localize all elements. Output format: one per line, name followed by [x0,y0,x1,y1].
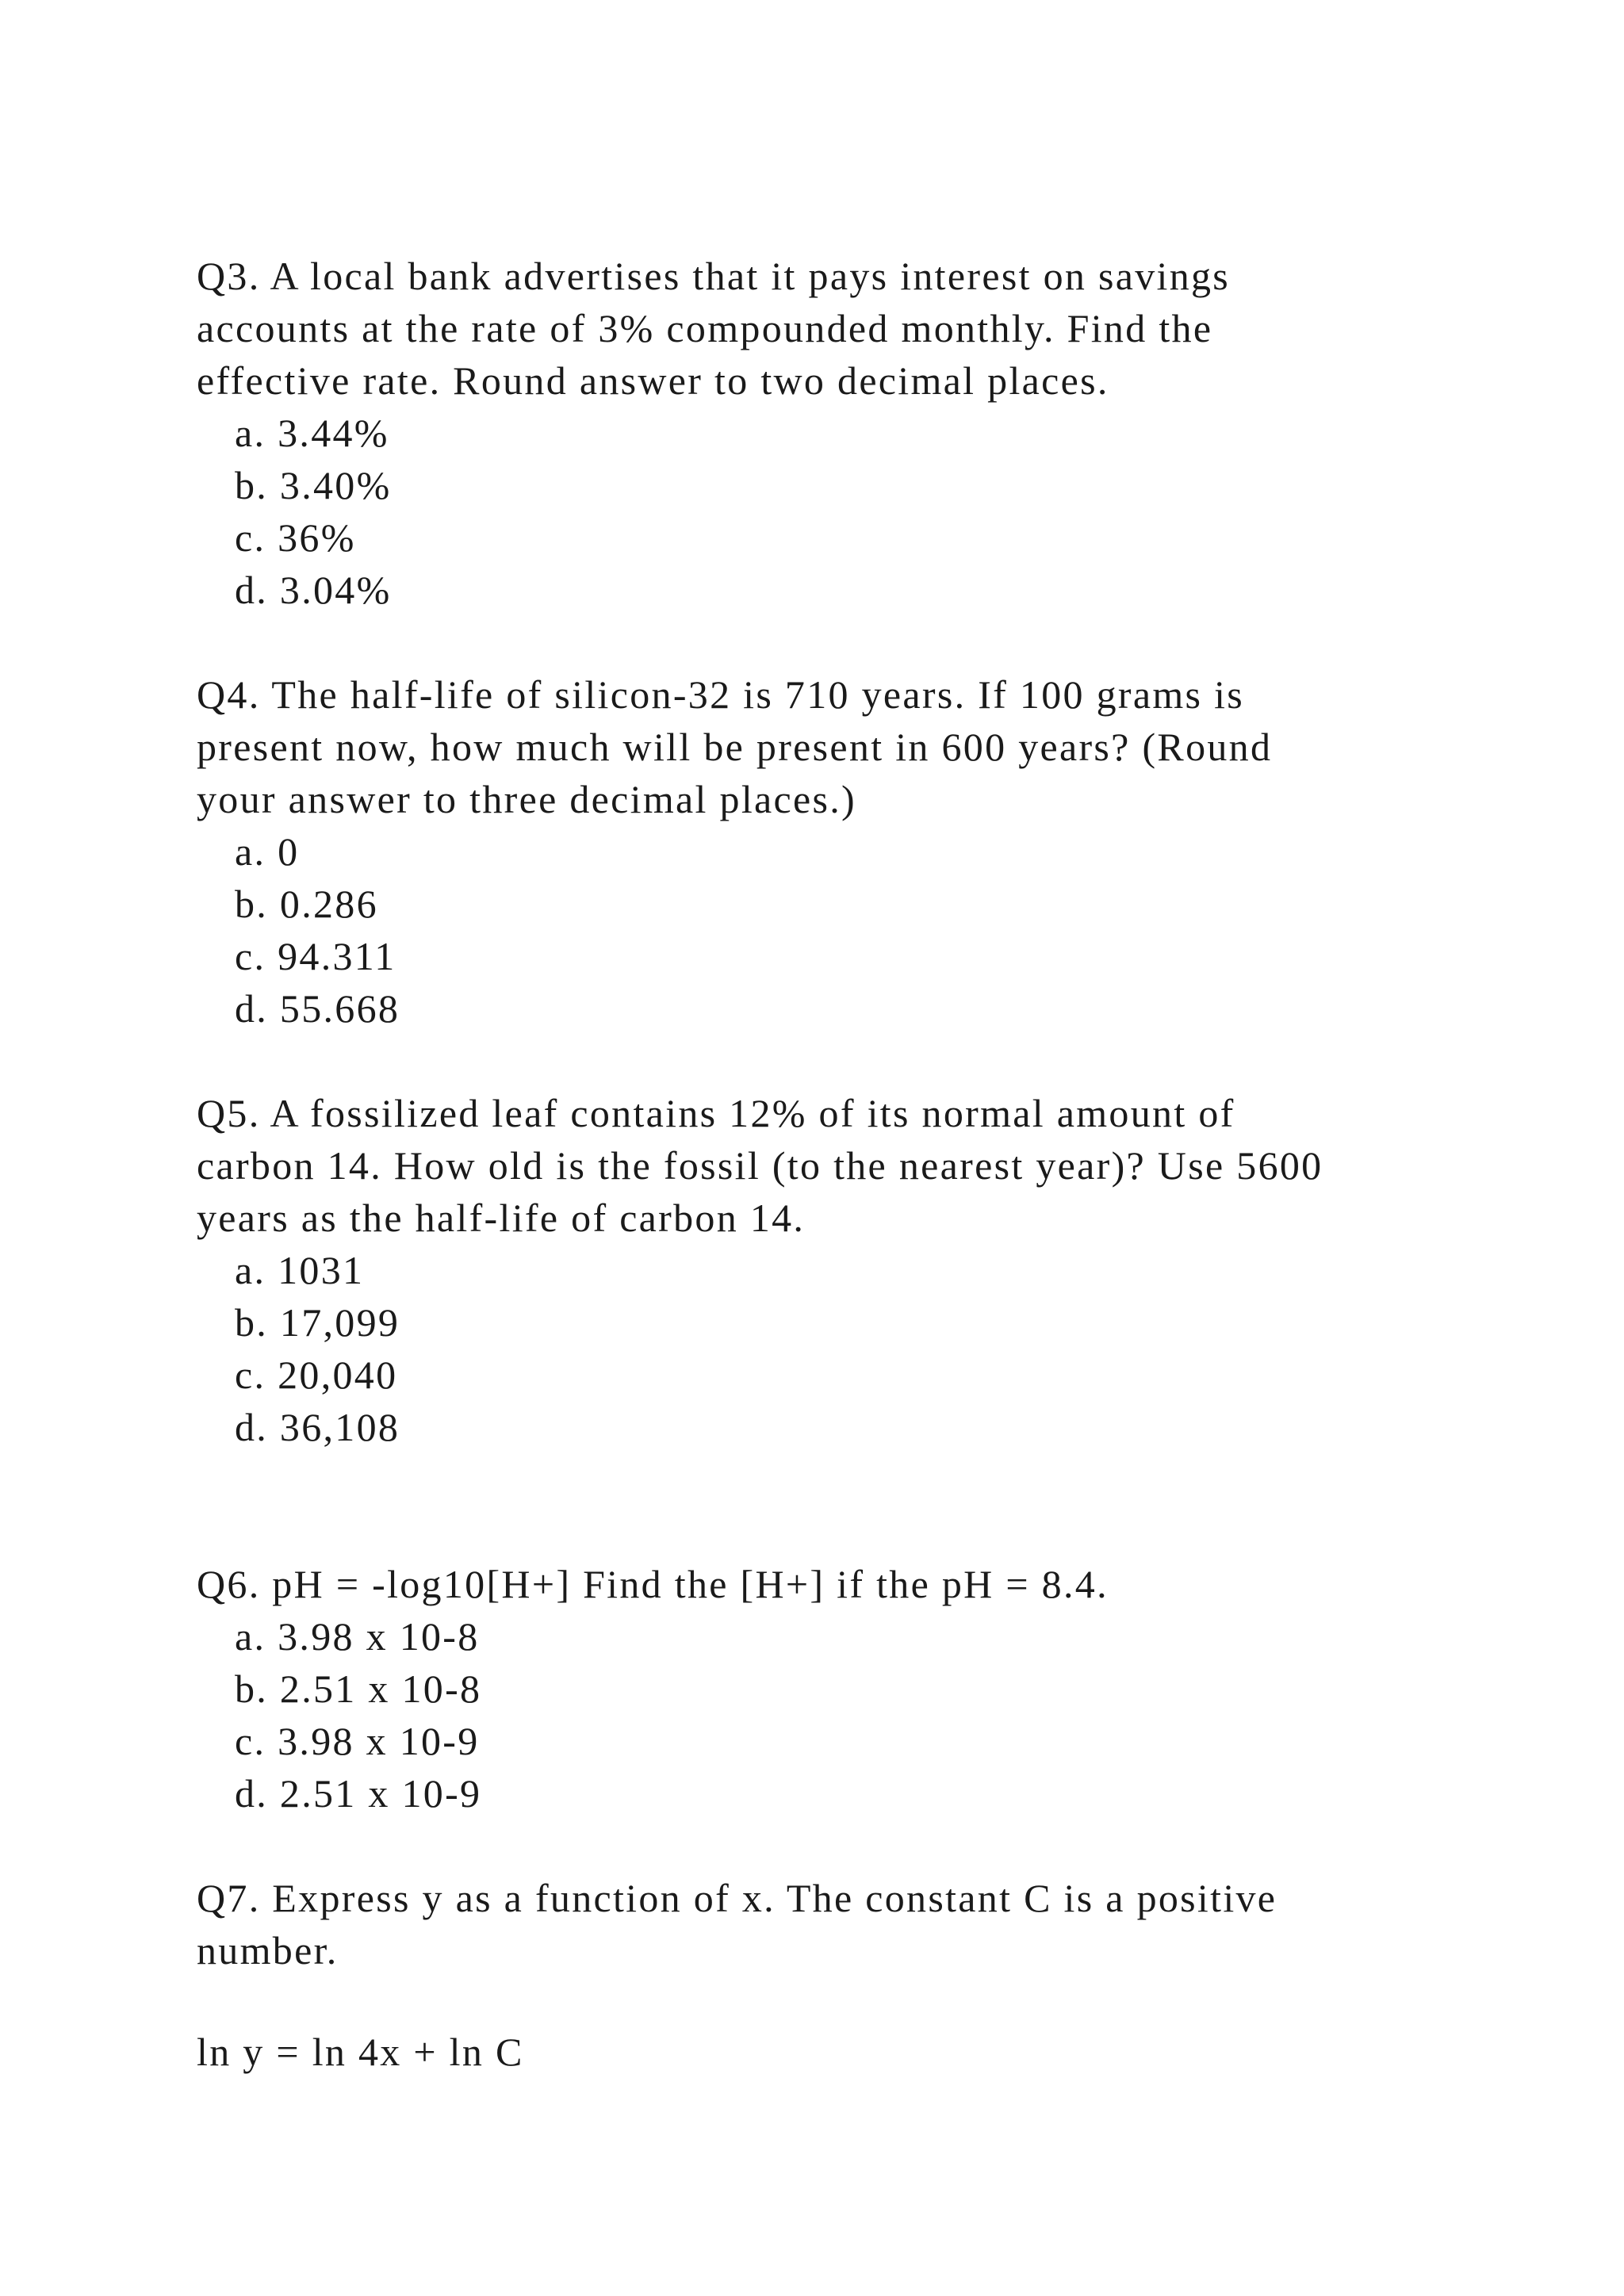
question-q5-line-1: Q5. A fossilized leaf contains 12% of its normal amount of [197,1091,1235,1135]
q6-option-c: c. 3.98 x 10-9 [235,1719,480,1763]
question-q4-line-1: Q4. The half-life of silicon-32 is 710 years. If 100 grams is [197,672,1245,717]
q6-option-b: b. 2.51 x 10-8 [235,1667,482,1711]
question-q3-line-3: effective rate. Round answer to two decimal places. [197,358,1109,403]
q4-option-a: a. 0 [235,829,300,874]
question-q4-line-2: present now, how much will be present in 600 years? (Round [197,725,1273,769]
q4-option-d: d. 55.668 [235,986,400,1031]
q4-option-c: c. 94.311 [235,934,396,978]
q5-option-d: d. 36,108 [235,1405,400,1449]
question-q7-line-1: Q7. Express y as a function of x. The constant C is a positive [197,1876,1277,1920]
q3-option-b: b. 3.40% [235,463,392,507]
question-q4-line-3: your answer to three decimal places.) [197,777,856,821]
q3-option-a: a. 3.44% [235,411,389,455]
q3-option-c: c. 36% [235,515,356,560]
question-q6-line-1: Q6. pH = -log10[H+] Find the [H+] if the pH = 8.4. [197,1562,1109,1606]
question-q5-line-3: years as the half-life of carbon 14. [197,1196,806,1240]
question-q3-line-2: accounts at the rate of 3% compounded monthly. Find the [197,306,1213,350]
q5-option-a: a. 1031 [235,1248,365,1292]
q3-option-d: d. 3.04% [235,568,392,612]
q5-option-c: c. 20,040 [235,1353,398,1397]
question-q5-line-2: carbon 14. How old is the fossil (to the nearest year)? Use 5600 [197,1143,1323,1188]
q6-option-a: a. 3.98 x 10-8 [235,1614,480,1659]
question-q3-line-1: Q3. A local bank advertises that it pays interest on savings [197,254,1231,298]
q4-option-b: b. 0.286 [235,882,378,926]
equation: ln y = ln 4x + ln C [197,2030,524,2074]
q5-option-b: b. 17,099 [235,1300,400,1345]
question-q7-line-2: number. [197,1928,339,1973]
q6-option-d: d. 2.51 x 10-9 [235,1771,482,1816]
